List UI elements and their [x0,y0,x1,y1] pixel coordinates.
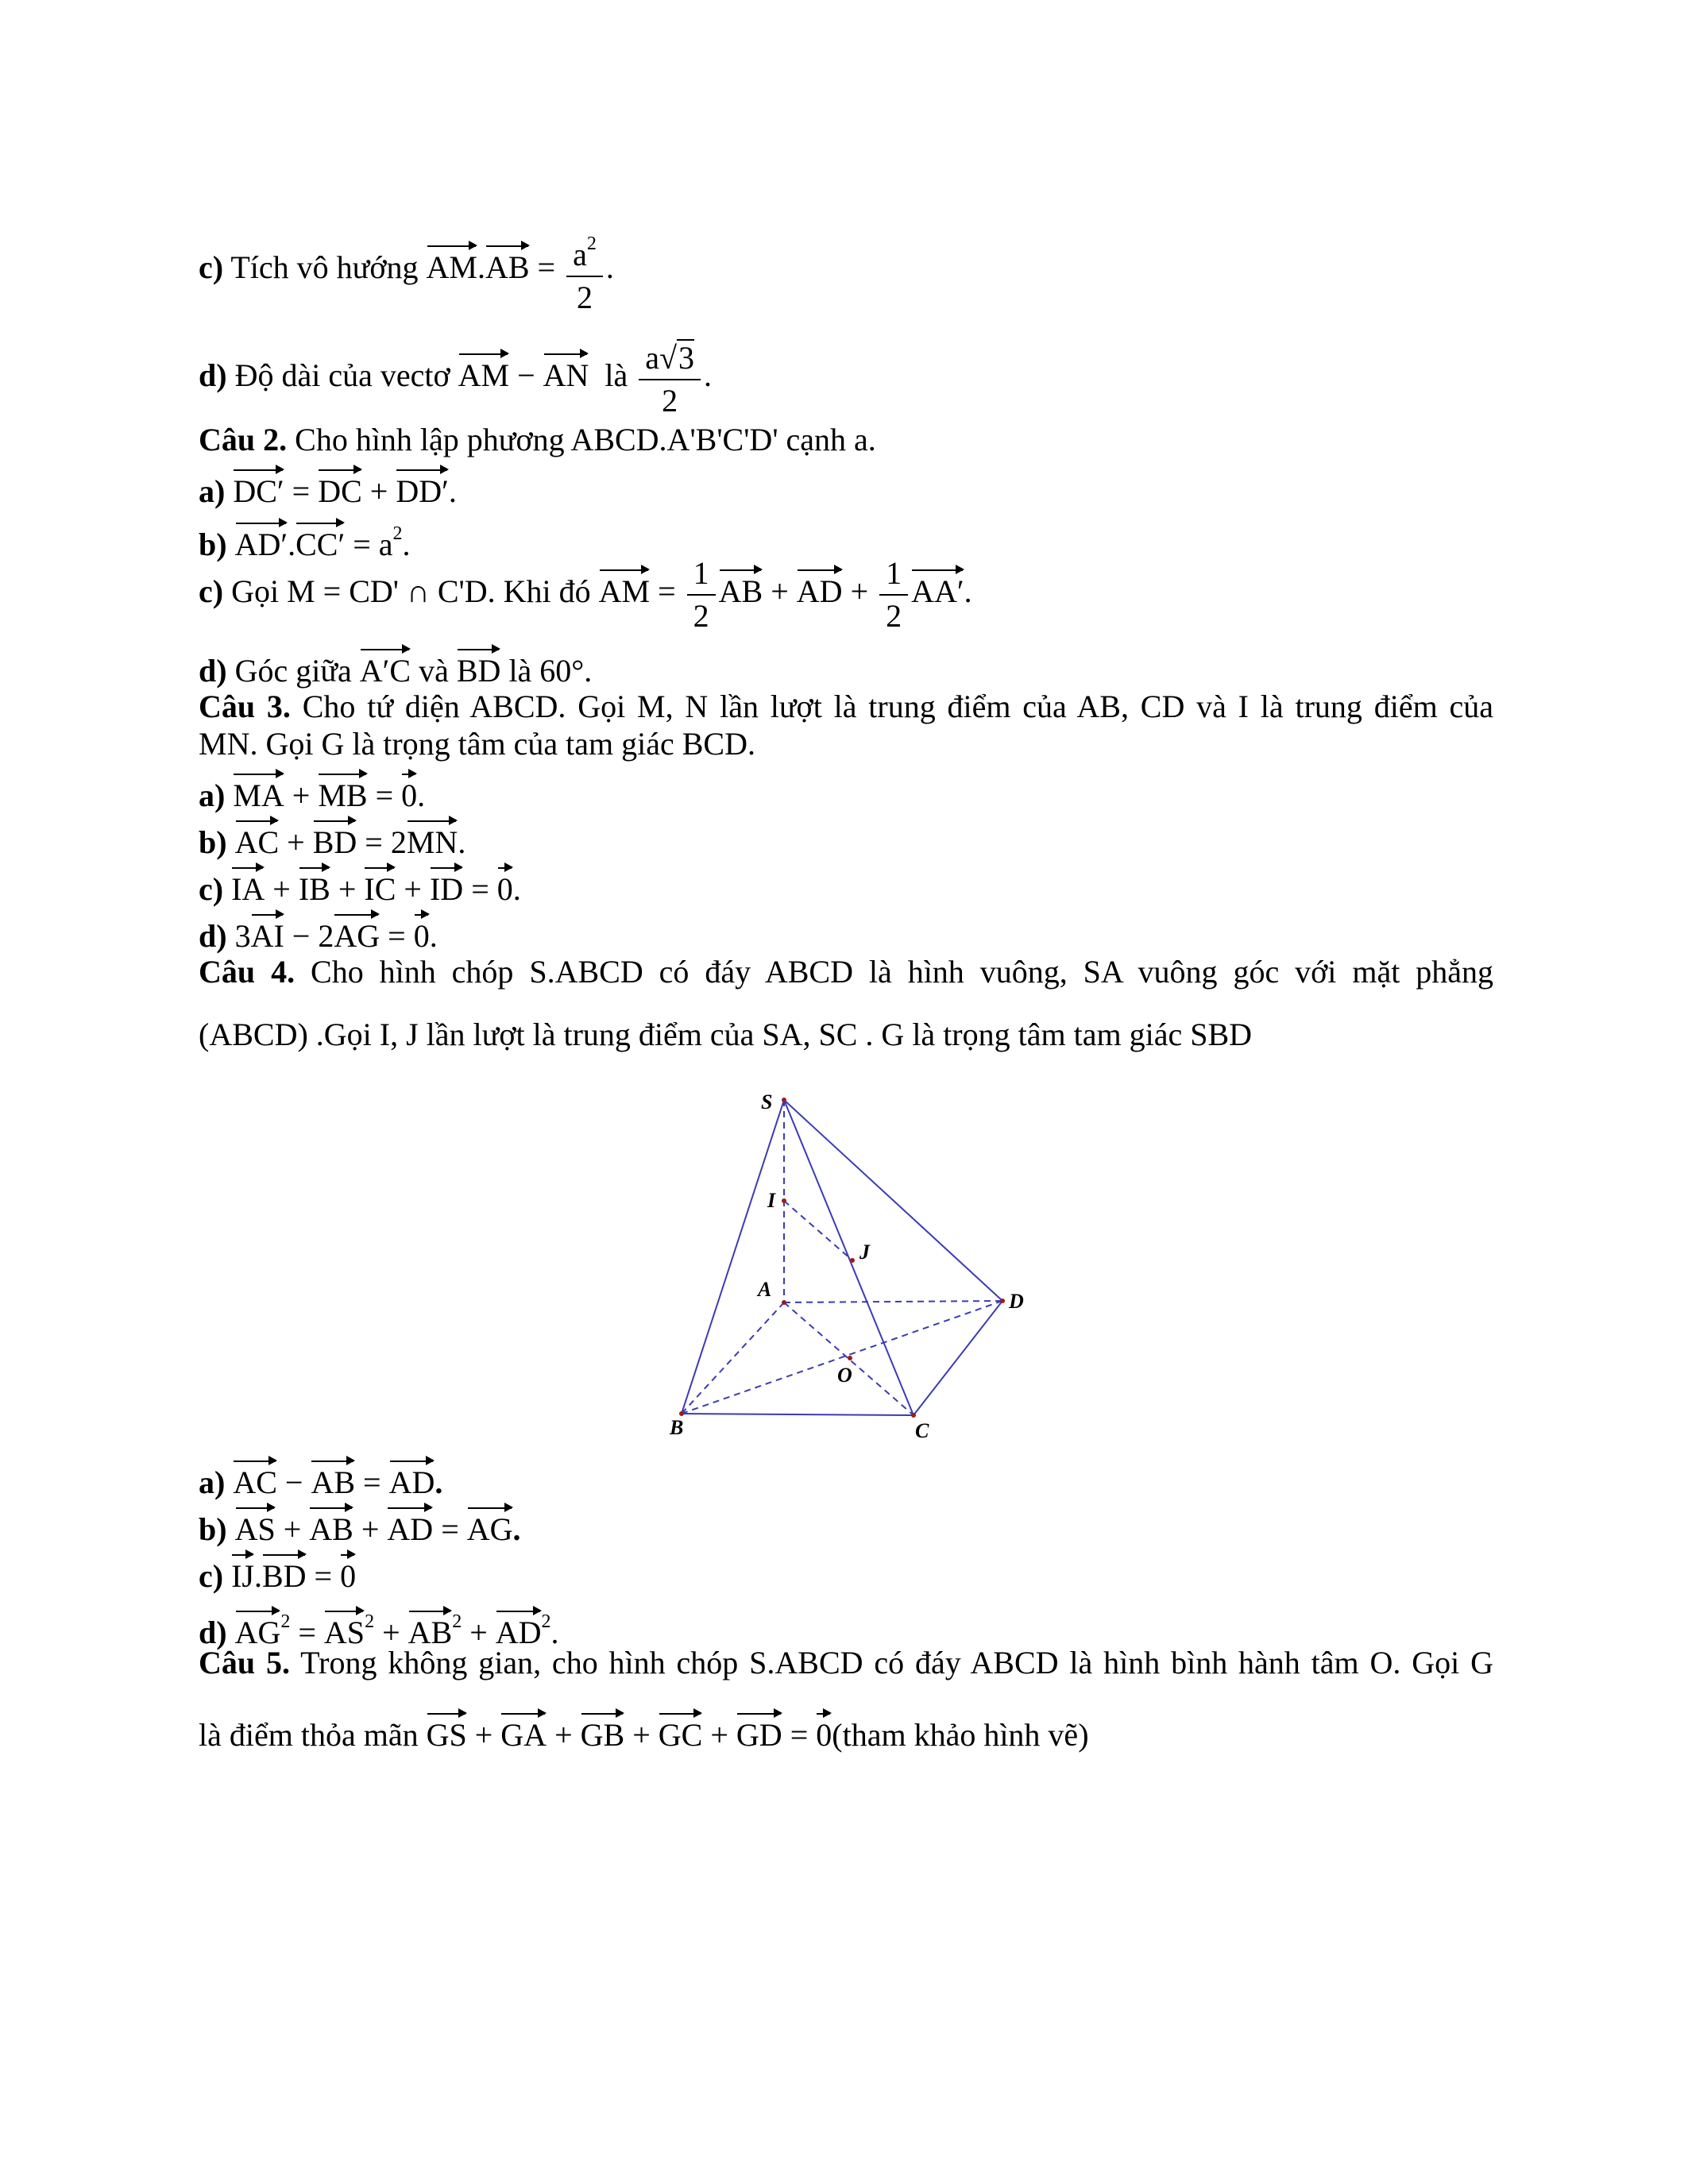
option-text: Độ dài của vectơ [234,357,450,394]
option-text: Tích vô hướng [230,249,419,286]
option-label: d) [199,357,227,394]
plus-sign: + [850,573,869,610]
option-text: là 60°. [508,653,593,689]
vector: AD [387,1506,433,1549]
numerator: a [573,237,587,272]
label-A: A [758,1278,772,1301]
option-label: a) [199,778,226,813]
period: . [435,1464,443,1500]
equals-sign: = [314,1558,333,1594]
question-text: (ABCD) .Gọi I, J lần lượt là trung điểm của SA, SC . G là trọng tâm tam giác SBD [199,1017,1253,1052]
period: . [550,1615,559,1650]
question-text: Cho tứ diện ABCD. Gọi M, N lần lượt là trung điểm của AB, CD và I là trung điểm của [302,689,1493,724]
label-D: D [1009,1290,1024,1313]
option-text: Gọi M = CD' ∩ C'D. Khi đó [231,573,591,610]
vector: IJ [231,1553,254,1596]
radicand: 3 [678,340,695,376]
edge-CD [914,1301,1002,1415]
period: . [402,527,411,562]
point-D [1000,1298,1005,1303]
plus-sign: + [404,871,422,907]
zero-vector: 0 [340,1553,356,1596]
option-label: b) [199,1511,227,1547]
numerator: a [645,340,660,376]
option-label: b) [199,527,227,562]
label-O: O [837,1364,852,1387]
vector: AG [235,1609,281,1652]
vector: ID [430,866,463,909]
zero-vector: 0 [497,866,513,909]
plus-sign: + [554,1717,573,1753]
vector: AN [543,352,589,395]
question-text: Cho hình lập phương ABCD.A'B'C'D' cạnh a. [295,422,876,457]
plus-sign: + [474,1717,493,1753]
point-J [850,1258,855,1263]
point-O [848,1356,852,1360]
plus-sign: + [272,871,291,907]
plus-sign: + [287,824,305,860]
minus-sign: − [284,1464,303,1500]
plus-sign: + [292,778,311,813]
vector: AS [324,1609,365,1652]
exponent: 2 [365,1611,375,1632]
option-label: a) [199,473,226,509]
vector: AI [251,913,284,955]
vector: AC [235,819,280,862]
text: và [419,653,449,689]
exponent: 2 [541,1611,551,1632]
question-title: Câu 3. [199,689,291,724]
equals-sign: = [441,1511,459,1547]
vector: CC′ [295,521,345,564]
equals-sign: = [790,1717,809,1753]
vector: AB [485,244,530,287]
plus-sign: + [361,1511,380,1547]
plus-sign: + [382,1615,400,1650]
vector: IA [231,866,265,909]
zero-vector: 0 [816,1711,832,1754]
option-label: c) [199,249,224,286]
vector: DC [318,468,362,511]
option-label: d) [199,918,227,954]
option-text: Góc giữa [234,653,352,689]
minus-sign: − [517,357,535,394]
denominator: 2 [693,598,709,634]
question-text: Trong không gian, cho hình chóp S.ABCD có đáy ABCD là hình bình hành tâm O. Gọi G [300,1645,1493,1680]
label-I: I [767,1189,776,1212]
plus-sign: + [632,1717,651,1753]
question-title: Câu 2. [199,422,288,457]
label-B: B [670,1416,684,1439]
period: . [605,249,614,286]
vector: GB [581,1711,625,1754]
vector: MN [407,819,458,862]
plus-sign: + [283,1511,302,1547]
edge-AD [784,1301,1002,1302]
q4-option-a [199,1459,442,1502]
q4-option-b [199,1506,521,1549]
option-label: c) [199,1558,224,1594]
vector: GA [500,1711,547,1754]
vector: MA [233,772,284,815]
vector: AA′ [911,568,964,611]
equals-sign: = [363,1464,381,1500]
exponent: 2 [280,1611,291,1632]
vector: GS [427,1711,467,1754]
denominator: 2 [886,598,902,634]
equals-a: = a [353,527,393,562]
option-label: b) [199,824,227,860]
vector: AB [719,568,763,611]
vector: AD′ [235,521,288,564]
q5-question-line2 [199,1711,1089,1754]
vector: AG [467,1506,513,1549]
q5-question-line1 [199,1644,1493,1682]
period: . [512,1511,521,1547]
option-label: a) [199,1464,226,1500]
vector: AG [334,913,380,955]
numerator: 1 [687,556,716,596]
exponent: 2 [452,1611,462,1632]
edge-SB [682,1100,784,1414]
vector: AB [408,1609,453,1652]
label-C: C [915,1419,929,1442]
text: là [605,357,628,394]
denominator: 2 [576,280,593,315]
dot: . [253,1558,262,1594]
question-text: MN. Gọi G là trọng tâm của tam giác BCD. [199,726,755,762]
vector: AD [797,568,843,611]
option-label: d) [199,653,227,689]
vector: IB [299,866,330,909]
vector: AD [496,1609,542,1652]
period: . [964,573,972,610]
vector: AC [233,1459,277,1502]
vector: AM [599,568,650,611]
equals-sign: = [658,573,676,610]
point-C [911,1413,916,1418]
question-title: Câu 5. [199,1645,290,1680]
vector: BD [313,819,357,862]
vector: AD [389,1459,435,1502]
equals-sign: = [298,1615,316,1650]
equals-sign: = [375,778,394,813]
coefficient: 3 [234,918,251,954]
option-label: c) [199,871,224,907]
edge-SD [784,1100,1002,1301]
diagonal-BD [682,1301,1002,1414]
exponent: 2 [392,523,403,544]
q4-option-c [199,1553,356,1596]
vector: DC′ [233,468,284,511]
question-text: là điểm thỏa mãn [199,1717,419,1753]
period: . [704,357,713,394]
question-text: (tham khảo hình vẽ) [832,1717,1089,1753]
vector: DD′ [396,468,449,511]
dot: . [288,527,296,562]
question-title: Câu 4. [199,954,295,990]
option-label: d) [199,1615,227,1650]
vector: A′C [360,647,411,690]
period: . [417,778,426,813]
vector: AB [311,1459,355,1502]
equals-two: = 2 [365,824,407,860]
label-J: J [859,1241,870,1264]
plus-sign: + [369,473,388,509]
equals-sign: = [537,249,556,286]
exponent: 2 [586,233,597,254]
point-I [782,1198,786,1203]
vector: GD [736,1711,782,1754]
zero-vector: 0 [401,772,417,815]
period: . [458,824,466,860]
edge-AB [682,1302,784,1414]
option-label: c) [199,573,224,610]
period: . [429,918,438,954]
vector: IC [364,866,396,909]
denominator: 2 [662,383,678,419]
vector: BD [457,647,501,690]
vector: GC [659,1711,703,1754]
edge-BC [682,1414,914,1415]
vector: BD [262,1553,307,1596]
equals-sign: = [388,918,406,954]
plus-sign: + [710,1717,728,1753]
numerator: 1 [879,556,908,596]
q1-option-c: c) Tích vô hướng AM.AB = $\frac{a^2}{2}$ . [199,226,614,315]
minus-two: − 2 [292,918,334,954]
equals-sign: = [292,473,311,509]
segment-IJ [784,1201,852,1260]
vector: AS [235,1506,276,1549]
label-S: S [761,1090,773,1113]
plus-sign: + [338,871,357,907]
question-text: Cho hình chóp S.ABCD có đáy ABCD là hình vuông, SA vuông góc với mặt phẳng [311,954,1494,990]
period: . [512,871,521,907]
zero-vector: 0 [414,913,430,955]
period: . [448,473,457,509]
vector: AM [427,244,477,287]
sqrt-sign: √ [659,340,678,376]
vector: AM [458,352,509,395]
plus-sign: + [469,1615,488,1650]
vector: MB [318,772,367,815]
vector: AB [309,1506,353,1549]
point-S [782,1098,786,1102]
point-A [782,1300,786,1305]
plus-sign: + [771,573,789,610]
equals-sign: = [471,871,489,907]
